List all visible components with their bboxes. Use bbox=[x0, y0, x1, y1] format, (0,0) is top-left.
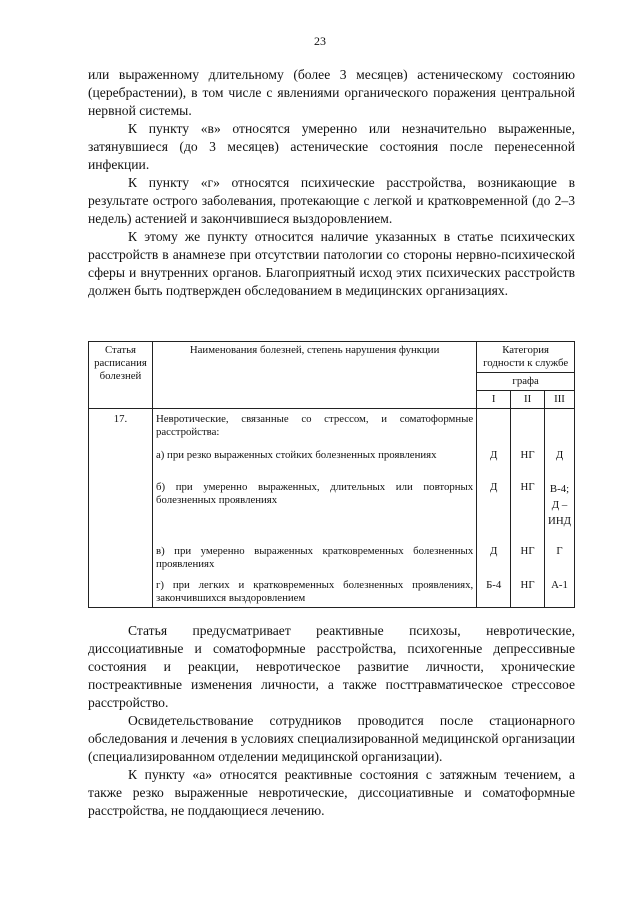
header-category: Категория годности к службе bbox=[477, 342, 575, 373]
paragraph: Освидетельствование сотрудников проводится после стационарного обследования и лечения в условиях специализированной медицинской организации (специализированном отделении медицинской организации). bbox=[88, 713, 575, 764]
row-g2: НГ bbox=[511, 477, 545, 543]
paragraph: К пункту «г» относятся психические расстройства, возникающие в результате острого заболевания, протекающие с легкой и кратковременной (до 2–3 недель) астенией и закончившиеся выздоровлением. bbox=[88, 175, 575, 226]
row-g3: Г bbox=[545, 543, 575, 577]
row-g2: НГ bbox=[511, 577, 545, 608]
row-g2: НГ bbox=[511, 543, 545, 577]
row-g1: Д bbox=[477, 543, 511, 577]
disease-schedule-table bbox=[88, 341, 575, 608]
row-g3: В-4; Д – ИНД bbox=[545, 477, 575, 543]
row-text: в) при умеренно выраженных кратковременных болезненных проявлениях bbox=[152, 543, 476, 577]
row-g3: А-1 bbox=[545, 577, 575, 608]
text-block-bottom bbox=[88, 622, 575, 820]
header-article: Статья расписания болезней bbox=[89, 342, 153, 409]
page-number: 23 bbox=[314, 34, 326, 48]
row-g3: Д bbox=[545, 441, 575, 477]
paragraph: Статья предусматривает реактивные психозы, невротические, диссоциативные и соматоформные расстройства, психогенные депрессивные состояния и реакции, невротическое развитие личности, хронические постреактивные изменения личности, а также посттравматическое стрессовое расстройство. bbox=[88, 623, 575, 710]
header-graph-1: I bbox=[477, 391, 511, 409]
table-row bbox=[89, 477, 575, 543]
header-graph-2: II bbox=[511, 391, 545, 409]
table-header-row bbox=[89, 342, 575, 373]
table-row-intro bbox=[89, 409, 575, 442]
row-g1: Б-4 bbox=[477, 577, 511, 608]
table-row bbox=[89, 577, 575, 608]
row-g1: Д bbox=[477, 477, 511, 543]
paragraph: или выраженному длительному (более 3 месяцев) астеническому состоянию (церебрастении), в том числе с явлениями органического поражения центральной нервной системы. bbox=[88, 67, 575, 118]
row-text: б) при умеренно выраженных, длительных или повторных болезненных проявлениях bbox=[152, 477, 476, 543]
header-graph-3: III bbox=[545, 391, 575, 409]
table-intro-text: Невротические, связанные со стрессом, и соматоформные расстройства: bbox=[152, 409, 476, 442]
row-text: г) при легких и кратковременных болезненных проявлениях, закончившихся выздоровлением bbox=[152, 577, 476, 608]
row-text: а) при резко выраженных стойких болезненных проявлениях bbox=[152, 441, 476, 477]
paragraph: К пункту «в» относятся умеренно или незначительно выраженные, затянувшиеся (до 3 месяцев) астенические состояния после перенесенной инфекции. bbox=[88, 121, 575, 172]
article-number: 17. bbox=[89, 409, 153, 608]
row-g1: Д bbox=[477, 441, 511, 477]
row-g2: НГ bbox=[511, 441, 545, 477]
text-block-top bbox=[88, 66, 575, 300]
table-row bbox=[89, 543, 575, 577]
table-row bbox=[89, 441, 575, 477]
paragraph: К этому же пункту относится наличие указанных в статье психических расстройств в анамнезе при отсутствии патологии со стороны нервно-психической сферы и внутренних органов. Благоприятный исход этих психических расстройств должен быть подтвержден обследованием в медицинских организациях. bbox=[88, 229, 575, 298]
header-graph: графа bbox=[477, 373, 575, 391]
header-disease-name: Наименования болезней, степень нарушения функции bbox=[152, 342, 476, 409]
paragraph: К пункту «а» относятся реактивные состояния с затяжным течением, а также резко выраженные невротические, диссоциативные и соматоформные расстройства, не поддающиеся лечению. bbox=[88, 767, 575, 818]
